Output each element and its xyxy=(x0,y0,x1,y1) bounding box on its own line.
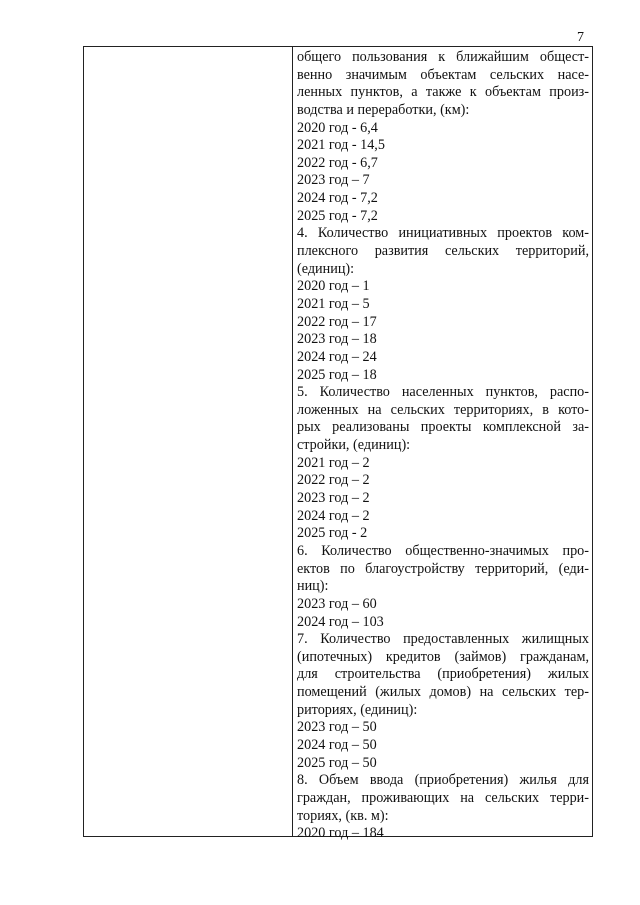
text-line: для строительства (приобретения) жилых xyxy=(297,666,589,683)
text-line: ниц): xyxy=(297,578,329,595)
text-line: 8. Объем ввода (приобретения) жилья для xyxy=(297,772,589,789)
text-line: 2023 год – 7 xyxy=(297,172,370,189)
text-line: 2025 год – 50 xyxy=(297,754,377,771)
text-line: 2023 год – 60 xyxy=(297,595,377,612)
text-line: (единиц): xyxy=(297,260,355,277)
right-column-cell xyxy=(297,49,589,843)
text-line: венно значимым объектам сельских насе- xyxy=(297,66,589,83)
text-line: помещений (жилых домов) на сельских тер- xyxy=(297,684,589,701)
text-line: 2024 год – 2 xyxy=(297,507,370,524)
text-line: 2024 год - 7,2 xyxy=(297,190,378,207)
text-line: 2023 год – 2 xyxy=(297,490,370,507)
text-line: ложенных на сельских территориях, в кото- xyxy=(297,401,589,418)
text-line: 2025 год - 2 xyxy=(297,525,368,542)
text-line: ленных пунктов, а также к объектам произ- xyxy=(297,84,589,101)
page-number: 7 xyxy=(577,30,584,45)
text-line: 2021 год – 2 xyxy=(297,454,370,471)
text-line: общего пользования к ближайшим общест- xyxy=(297,49,589,65)
text-line: ториях, (кв. м): xyxy=(297,807,389,824)
text-line: (ипотечных) кредитов (займов) гражданам, xyxy=(297,648,589,665)
column-divider xyxy=(292,47,293,836)
text-line: 2024 год – 50 xyxy=(297,736,377,753)
text-line: 2023 год – 18 xyxy=(297,331,377,348)
text-line: 2025 год - 7,2 xyxy=(297,207,378,224)
text-line: ектов по благоустройству территорий, (еди- xyxy=(297,560,589,577)
text-line: 2024 год – 103 xyxy=(297,613,384,630)
text-line: плексного развития сельских территорий, xyxy=(297,243,589,260)
text-line: 2024 год – 24 xyxy=(297,348,377,365)
text-line: 2020 год - 6,4 xyxy=(297,119,378,136)
text-line: 2020 год – 1 xyxy=(297,278,370,295)
text-line: 2022 год – 17 xyxy=(297,313,377,330)
document-table xyxy=(83,46,593,842)
text-line: 2022 год – 2 xyxy=(297,472,370,489)
text-line: риториях, (единиц): xyxy=(297,701,418,718)
text-line: граждан, проживающих на сельских терри- xyxy=(297,789,589,806)
text-line: водства и переработки, (км): xyxy=(297,101,470,118)
text-line: 2025 год – 18 xyxy=(297,366,377,383)
text-line: 2022 год - 6,7 xyxy=(297,154,378,171)
text-line: 2021 год – 5 xyxy=(297,295,370,312)
text-line: 7. Количество предоставленных жилищных xyxy=(297,631,589,648)
text-line: 2020 год – 184 xyxy=(297,825,384,842)
left-column-cell xyxy=(84,47,292,836)
text-line: 2023 год – 50 xyxy=(297,719,377,736)
text-line: 2021 год - 14,5 xyxy=(297,137,385,154)
text-line: рых реализованы проекты комплексной за- xyxy=(297,419,589,436)
text-line: 5. Количество населенных пунктов, распо- xyxy=(297,384,589,401)
text-line: 4. Количество инициативных проектов ком- xyxy=(297,225,589,242)
text-line: 6. Количество общественно-значимых про- xyxy=(297,542,589,559)
text-line: стройки, (единиц): xyxy=(297,437,411,454)
